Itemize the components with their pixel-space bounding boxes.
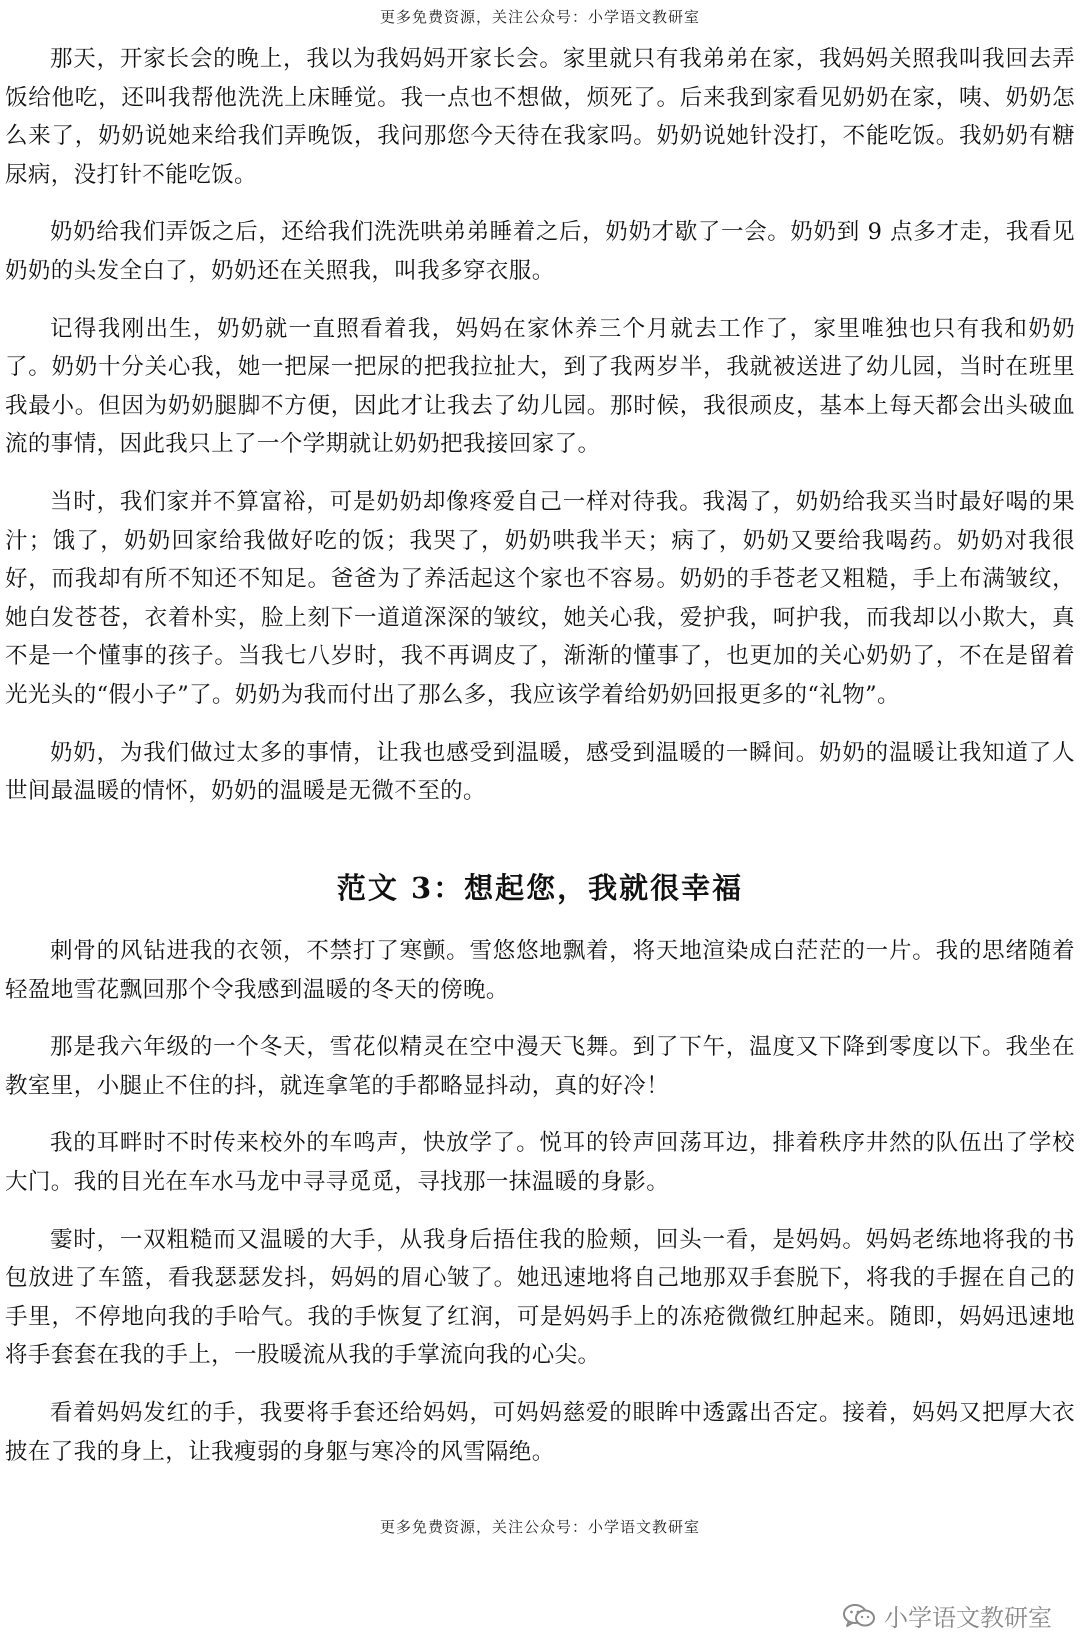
paragraph: 当时，我们家并不算富裕，可是奶奶却像疼爱自己一样对待我。我渴了，奶奶给我买当时最好喝的果汁；饿了，奶奶回家给我做好吃的饭；我哭了，奶奶哄我半天；病了，奶奶又要给我喝药。奶奶对我很好，而我却有所不知还不知足。爸爸为了养活起这个家也不容易。奶奶的手苍老又粗糙，手上布满皱纹，她白发苍苍，衣着朴实，脸上刻下一道道深深的皱纹，她关心我，爱护我，呵护我，而我却以小欺大，真不是一个懂事的孩子。当我七八岁时，我不再调皮了，渐渐的懂事了，也更加的关心奶奶了，不在是留着光光头的“假小子”了。奶奶为我而付出了那么多，我应该学着给奶奶回报更多的“礼物”。	[5, 488, 1075, 708]
paragraph: 看着妈妈发红的手，我要将手套还给妈妈，可妈妈慈爱的眼眸中透露出否定。接着，妈妈又把厚大衣披在了我的身上，让我瘦弱的身躯与寒冷的风雪隔绝。	[5, 1399, 1075, 1465]
paragraph: 我的耳畔时不时传来校外的车鸣声，快放学了。悦耳的铃声回荡耳边，排着秩序井然的队伍出了学校大门。我的目光在车水马龙中寻寻觅觅，寻找那一抹温暖的身影。	[5, 1130, 1075, 1195]
paragraph: 霎时，一双粗糙而又温暖的大手，从我身后捂住我的脸颊，回头一看，是妈妈。妈妈老练地将我的书包放进了车篮，看我瑟瑟发抖，妈妈的眉心皱了。她迅速地将自己地那双手套脱下，将我的手握在自己的手里，不停地向我的手哈气。我的手恢复了红润，可是妈妈手上的冻疮微微红肿起来。随即，妈妈迅速地将手套套在我的手上，一股暖流从我的手掌流向我的心尖。	[5, 1226, 1075, 1369]
header-note: 更多免费资源，关注公众号：小学语文教研室	[379, 8, 700, 26]
watermark	[842, 1598, 1052, 1633]
wechat-icon	[842, 1603, 876, 1629]
paragraph: 奶奶给我们弄饭之后，还给我们洗洗哄弟弟睡着之后，奶奶才歇了一会。奶奶到 9 点多才走，我看见奶奶的头发全白了，奶奶还在关照我，叫我多穿衣服。	[5, 219, 1075, 284]
paragraph: 记得我刚出生，奶奶就一直照看着我，妈妈在家休养三个月就去工作了，家里唯独也只有我和奶奶了。奶奶十分关心我，她一把屎一把尿的把我拉扯大，到了我两岁半，我就被送进了幼儿园，当时在班里我最小。但因为奶奶腿脚不方便，因此才让我去了幼儿园。那时候，我很顽皮，基本上每天都会出头破血流的事情，因此我只上了一个学期就让奶奶把我接回家了。	[5, 315, 1075, 458]
footer-note: 更多免费资源，关注公众号：小学语文教研室	[379, 1518, 700, 1536]
paragraph: 刺骨的风钻进我的衣领，不禁打了寒颤。雪悠悠地飘着，将天地渲染成白茫茫的一片。我的思绪随着轻盈地雪花飘回那个令我感到温暖的冬天的傍晚。	[5, 938, 1075, 1003]
paragraph: 那天，开家长会的晚上，我以为我妈妈开家长会。家里就只有我弟弟在家，我妈妈关照我叫我回去弄饭给他吃，还叫我帮他洗洗上床睡觉。我一点也不想做，烦死了。后来我到家看见奶奶在家，咦、奶奶怎么来了，奶奶说她来给我们弄晚饭，我问那您今天待在我家吗。奶奶说她针没打，不能吃饭。我奶奶有糖尿病，没打针不能吃饭。	[5, 46, 1075, 188]
paragraph: 奶奶，为我们做过太多的事情，让我也感受到温暖，感受到温暖的一瞬间。奶奶的温暖让我知道了人世间最温暖的情怀，奶奶的温暖是无微不至的。	[5, 739, 1075, 805]
essay-section-bottom	[5, 932, 1075, 1490]
essay-heading: 范文 3：想起您，我就很幸福	[336, 871, 744, 905]
essay-section-top	[5, 40, 1075, 830]
paragraph: 那是我六年级的一个冬天，雪花似精灵在空中漫天飞舞。到了下午，温度又下降到零度以下。我坐在教室里，小腿止不住的抖，就连拿笔的手都略显抖动，真的好冷！	[5, 1034, 1075, 1099]
watermark-text: 小学语文教研室	[884, 1604, 1052, 1632]
